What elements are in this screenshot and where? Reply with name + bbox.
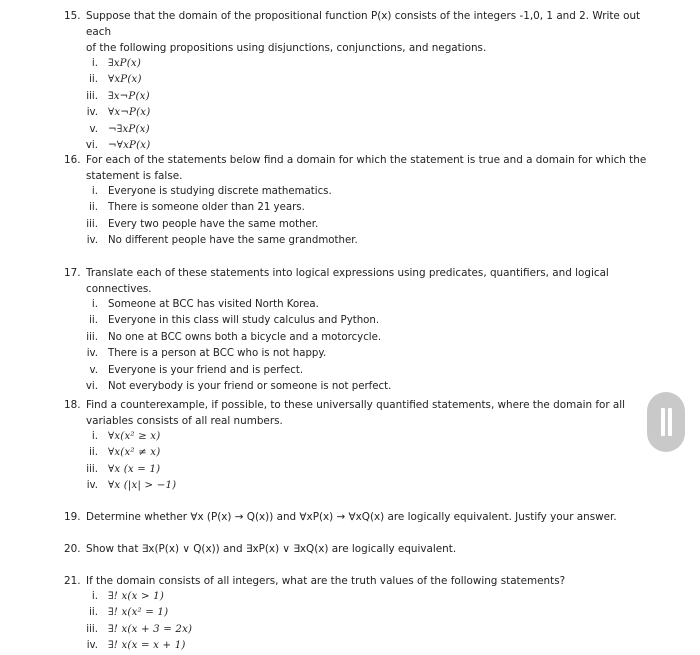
list-item <box>64 379 664 395</box>
item-expression: ∀x¬P(x) <box>108 107 151 119</box>
item-numeral: iii. <box>86 218 98 230</box>
item-text: There is someone older than 21 years. <box>108 202 305 214</box>
question-number: 21. <box>64 575 81 587</box>
item-text: No one at BCC owns both a bicycle and a motorcycle. <box>108 331 382 343</box>
question-text-continued: of the following propositions using disjunctions, conjunctions, and negations. <box>86 42 487 54</box>
question-text: Find a counterexample, if possible, to these universally quantified statements, where the domain for all <box>86 399 626 411</box>
list-item <box>64 330 664 346</box>
item-numeral: ii. <box>89 447 98 459</box>
item-numeral: ii. <box>89 74 98 86</box>
item-expression: ¬∀xP(x) <box>108 140 151 152</box>
item-numeral: iii. <box>86 463 98 475</box>
question-16 <box>64 152 664 250</box>
list-item <box>64 605 664 621</box>
question-text: For each of the statements below find a domain for which the statement is true and a domain for which the <box>86 154 647 166</box>
list-item <box>64 56 664 72</box>
item-text: Everyone is your friend and is perfect. <box>108 364 304 376</box>
list-item <box>64 589 664 605</box>
item-expression: ∃! x(x + 3 = 2x) <box>108 623 193 635</box>
question-19 <box>64 509 664 525</box>
list-item <box>64 445 664 461</box>
item-text: Everyone is studying discrete mathematics. <box>108 186 332 197</box>
item-expression: ∃! x(x > 1) <box>108 591 164 602</box>
item-numeral: ii. <box>89 202 98 214</box>
item-expression: ∃! x(x² = 1) <box>108 607 169 619</box>
item-expression: ∀x (x = 1) <box>108 463 161 475</box>
item-text: There is a person at BCC who is not happy. <box>108 348 327 360</box>
question-number: 18. <box>64 399 81 411</box>
list-item <box>64 346 664 362</box>
item-text: No different people have the same grandmother. <box>108 235 358 247</box>
item-numeral: i. <box>91 186 98 197</box>
question-text: If the domain consists of all integers, what are the truth values of the following statements? <box>86 575 566 587</box>
item-expression: ∃! x(x = x + 1) <box>108 640 186 652</box>
item-numeral: vi. <box>85 140 98 152</box>
item-numeral: iii. <box>86 331 98 343</box>
list-item <box>64 72 664 88</box>
pause-icon <box>668 408 672 436</box>
item-expression: ∀x(x² ≠ x) <box>108 447 161 459</box>
item-numeral: i. <box>91 591 98 602</box>
pause-button[interactable] <box>647 392 685 452</box>
item-numeral: iv. <box>86 235 98 247</box>
item-numeral: i. <box>91 431 98 442</box>
list-item <box>64 313 664 329</box>
item-text: Not everybody is your friend or someone is not perfect. <box>108 381 392 393</box>
item-expression: ∀xP(x) <box>108 74 142 86</box>
item-expression: ∀x (|x| > −1) <box>108 480 177 492</box>
question-17 <box>64 265 664 395</box>
item-numeral: iii. <box>86 90 98 102</box>
item-expression: ¬∃xP(x) <box>108 123 150 135</box>
question-20 <box>64 541 664 557</box>
list-item <box>64 233 664 249</box>
list-item <box>64 122 664 138</box>
item-text: Every two people have the same mother. <box>108 218 319 230</box>
list-item <box>64 200 664 216</box>
question-text: Suppose that the domain of the propositional function P(x) consists of the integers -1,0, 1 and 2. Write out each <box>86 10 641 38</box>
question-number: 15. <box>64 10 81 22</box>
item-numeral: iv. <box>86 480 98 492</box>
list-item <box>64 478 664 494</box>
item-numeral: iv. <box>86 348 98 360</box>
list-item <box>64 622 664 638</box>
question-18 <box>64 397 664 495</box>
item-text: Someone at BCC has visited North Korea. <box>108 299 319 310</box>
item-numeral: i. <box>91 299 98 310</box>
question-number: 17. <box>64 267 81 279</box>
item-numeral: i. <box>91 58 98 69</box>
question-15 <box>64 8 664 154</box>
item-numeral: ii. <box>89 607 98 619</box>
item-text: Everyone in this class will study calculus and Python. <box>108 315 380 327</box>
list-item <box>64 297 664 313</box>
question-number: 16. <box>64 154 81 166</box>
item-expression: ∃x¬P(x) <box>108 90 150 102</box>
list-item <box>64 184 664 200</box>
question-number: 20. <box>64 543 81 555</box>
question-text: Show that ∃x(P(x) ∨ Q(x)) and ∃xP(x) ∨ ∃xQ(x) are logically equivalent. <box>86 543 457 555</box>
list-item <box>64 462 664 478</box>
list-item <box>64 217 664 233</box>
item-numeral: v. <box>89 123 98 135</box>
item-numeral: vi. <box>85 381 98 393</box>
question-21 <box>64 573 664 655</box>
question-text: Determine whether ∀x (P(x) → Q(x)) and ∀xP(x) → ∀xQ(x) are logically equivalent. Justify your answer. <box>86 511 617 523</box>
question-text: Translate each of these statements into logical expressions using predicates, quantifiers, and logical connectives. <box>86 267 609 295</box>
list-item <box>64 429 664 445</box>
pause-icon <box>661 408 665 436</box>
item-numeral: v. <box>89 364 98 376</box>
list-item <box>64 89 664 105</box>
list-item <box>64 638 664 654</box>
item-numeral: ii. <box>89 315 98 327</box>
item-expression: ∃xP(x) <box>108 58 142 69</box>
list-item <box>64 105 664 121</box>
item-numeral: iv. <box>86 107 98 119</box>
list-item <box>64 363 664 379</box>
question-text-continued: variables consists of all real numbers. <box>86 415 283 427</box>
item-numeral: iii. <box>86 623 98 635</box>
item-numeral: iv. <box>86 640 98 652</box>
question-number: 19. <box>64 511 81 523</box>
question-text-continued: statement is false. <box>86 170 183 182</box>
item-expression: ∀x(x² ≥ x) <box>108 431 161 442</box>
